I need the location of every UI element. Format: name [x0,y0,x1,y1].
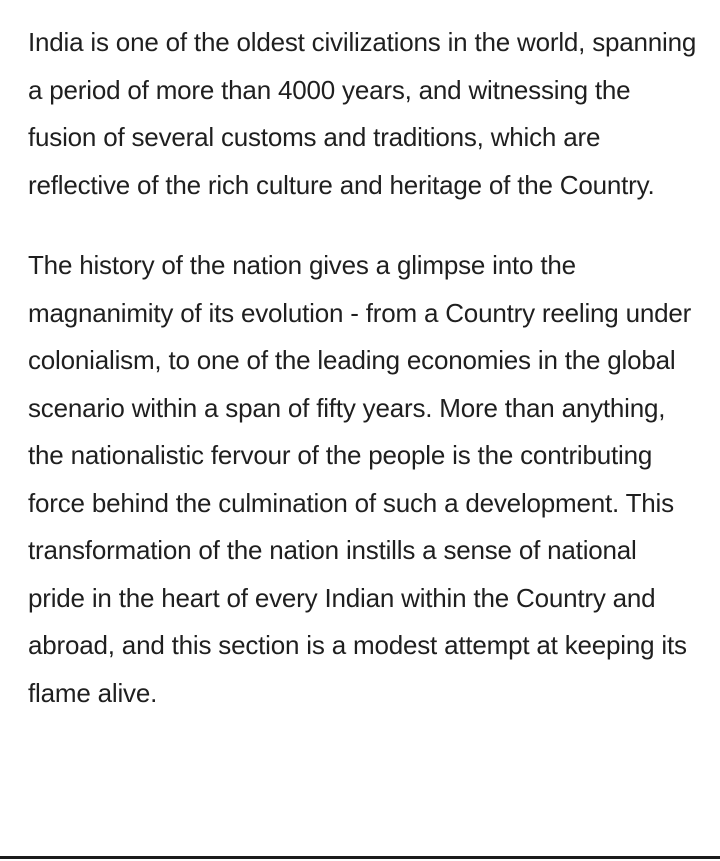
paragraph-history: The history of the nation gives a glimpse into the magnanimity of its evolution - from a Country reeling under colonialism, to one of the leading economies in the global scenario within a span of fifty years. More than anything, the nationalistic fervour of the people is the contributing force behind the culmination of such a development. This transformation of the nation instills a sense of national pride in the heart of every Indian within the Country and abroad, and this section is a modest attempt at keeping its flame alive. [28,250,692,708]
article-text [28,19,700,717]
bottom-divider [0,856,720,859]
paragraph-intro: India is one of the oldest civilizations in the world, spanning a period of more than 4000 years, and witnessing the fusion of several customs and traditions, which are reflective of the rich culture and heritage of the Country. [28,27,697,200]
